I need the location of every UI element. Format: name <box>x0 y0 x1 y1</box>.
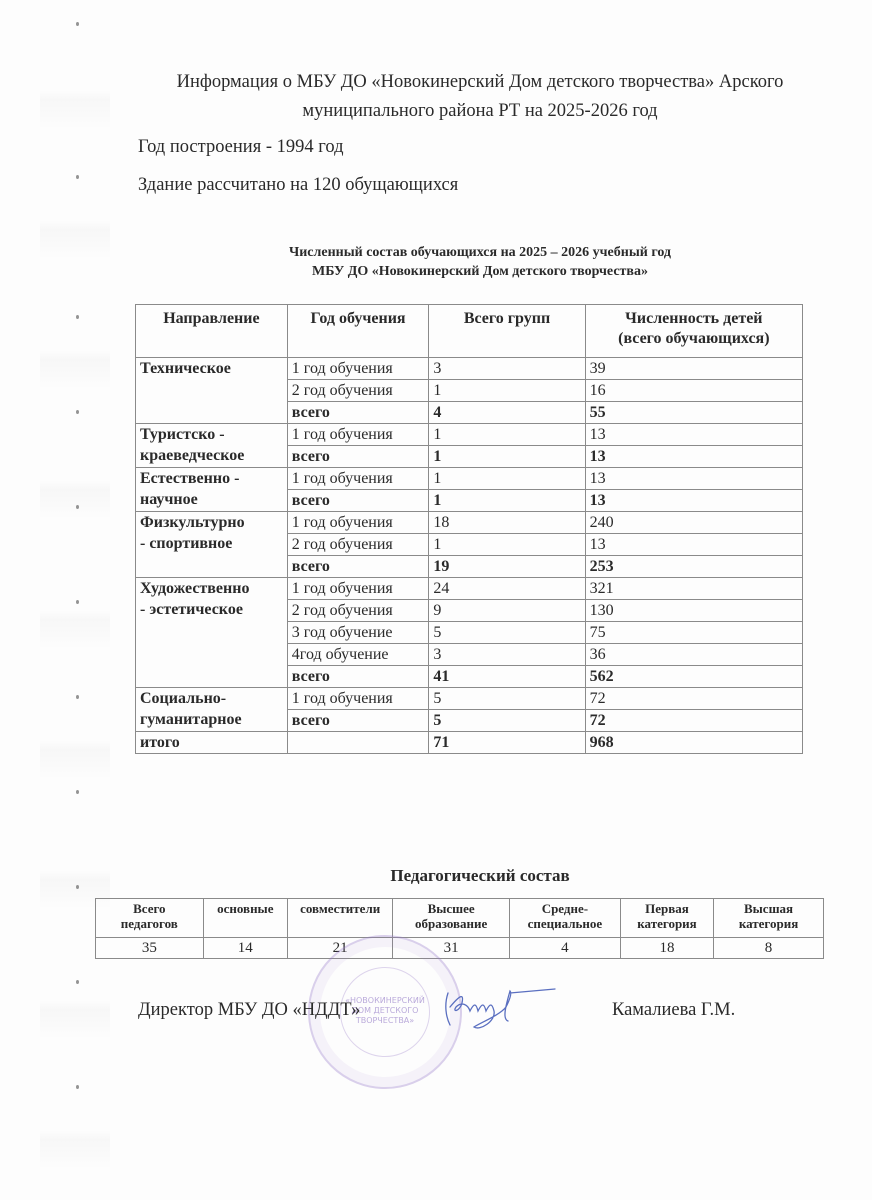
children-cell: 13 <box>585 468 802 490</box>
scan-dot <box>76 600 79 604</box>
capacity-text: Здание рассчитано на 120 обущающихся <box>138 175 459 195</box>
stamp-text-line-3: ТВОРЧЕСТВА» <box>355 1016 415 1025</box>
stamp-text-line-1: «НОВОКИНЕРСКИЙ <box>345 996 425 1005</box>
director-position: Директор МБУ ДО «НДДТ» <box>138 1000 361 1020</box>
subtotal-groups: 4 <box>429 402 585 424</box>
table-row <box>136 468 803 490</box>
direction-name-line-1: Физкультурно <box>140 514 245 531</box>
handwritten-signature <box>440 985 560 1035</box>
scan-dot <box>76 410 79 414</box>
built-year-text: Год построения - 1994 год <box>138 137 344 157</box>
direction-name-line-1: Естественно - <box>140 470 240 487</box>
staff-col-header-line-2: педагогов <box>120 916 178 931</box>
students-title-line-2: МБУ ДО «Новокинерский Дом детского творчества» <box>312 264 648 279</box>
year-cell: 3 год обучение <box>287 622 429 644</box>
scan-dot <box>76 505 79 509</box>
staff-col-header <box>203 899 287 938</box>
director-name: Камалиева Г.М. <box>612 1000 736 1020</box>
subtotal-children: 253 <box>585 556 802 578</box>
grand-total-groups: 71 <box>429 732 585 754</box>
grand-total-empty <box>287 732 429 754</box>
subtotal-children: 13 <box>585 446 802 468</box>
direction-cell <box>136 688 288 732</box>
staff-col-header <box>287 899 392 938</box>
subtotal-groups: 41 <box>429 666 585 688</box>
students-title-line-1: Численный состав обучающихся на 2025 – 2026 учебный год <box>288 245 672 260</box>
subtotal-label: всего <box>287 446 429 468</box>
direction-name-line-2: научное <box>140 491 198 508</box>
table-row <box>136 424 803 446</box>
staff-col-header-line-2: категория <box>738 916 799 931</box>
scan-dot <box>76 695 79 699</box>
direction-name-line-2: гуманитарное <box>140 711 242 728</box>
scan-dot <box>76 790 79 794</box>
scan-dot <box>76 980 79 984</box>
direction-cell <box>136 468 288 512</box>
table-row <box>136 358 803 380</box>
table-row <box>136 688 803 710</box>
groups-cell: 1 <box>429 424 585 446</box>
children-cell: 75 <box>585 622 802 644</box>
title-line-2: муниципального района РТ на 2025-2026 год <box>302 101 658 121</box>
staff-table-header <box>96 899 824 938</box>
groups-cell: 1 <box>429 468 585 490</box>
subtotal-label: всего <box>287 490 429 512</box>
children-cell: 36 <box>585 644 802 666</box>
document-title <box>100 68 860 126</box>
scan-dot <box>76 1085 79 1089</box>
grand-total-row <box>136 732 803 754</box>
year-cell: 4год обучение <box>287 644 429 666</box>
direction-cell <box>136 424 288 468</box>
subtotal-children: 72 <box>585 710 802 732</box>
groups-cell: 5 <box>429 688 585 710</box>
table-row <box>136 512 803 534</box>
staff-col-header <box>393 899 510 938</box>
children-cell: 130 <box>585 600 802 622</box>
groups-cell: 18 <box>429 512 585 534</box>
scan-dot <box>76 22 79 26</box>
year-cell: 1 год обучения <box>287 358 429 380</box>
scan-dot <box>76 885 79 889</box>
staff-value-cell: 31 <box>393 938 510 959</box>
scan-dot <box>76 315 79 319</box>
groups-cell: 5 <box>429 622 585 644</box>
subtotal-label: всего <box>287 402 429 424</box>
direction-name-line-1: Туристско - <box>140 426 225 443</box>
subtotal-groups: 1 <box>429 490 585 512</box>
staff-col-header <box>509 899 620 938</box>
staff-col-header-line-1: совместители <box>300 901 381 916</box>
subtotal-label: всего <box>287 710 429 732</box>
grand-total-label: итого <box>136 732 288 754</box>
staff-col-header <box>96 899 204 938</box>
staff-col-header-line-1: Средне- <box>541 901 589 916</box>
staff-col-header-line-1: Всего <box>133 901 166 916</box>
groups-cell: 1 <box>429 380 585 402</box>
children-cell: 16 <box>585 380 802 402</box>
staff-col-header <box>620 899 713 938</box>
students-section-title <box>130 243 830 281</box>
scan-edge-noise <box>40 0 110 1200</box>
col-header-children-line-1: Численность детей <box>625 310 763 327</box>
staff-value-cell: 35 <box>96 938 204 959</box>
staff-col-header-line-2: образование <box>414 916 488 931</box>
year-cell: 1 год обучения <box>287 512 429 534</box>
direction-name-line-2: - спортивное <box>140 535 233 552</box>
subtotal-children: 13 <box>585 490 802 512</box>
subtotal-label: всего <box>287 666 429 688</box>
groups-cell: 9 <box>429 600 585 622</box>
title-line-1: Информация о МБУ ДО «Новокинерский Дом детского творчества» Арского <box>176 72 784 92</box>
col-header-groups: Всего групп <box>429 305 585 358</box>
staff-col-header-line-2: специальное <box>527 916 603 931</box>
col-header-year: Год обучения <box>287 305 429 358</box>
year-cell: 1 год обучения <box>287 578 429 600</box>
col-header-direction: Направление <box>136 305 288 358</box>
students-table-body <box>136 358 803 754</box>
staff-value-cell: 21 <box>287 938 392 959</box>
year-cell: 1 год обучения <box>287 424 429 446</box>
grand-total-children: 968 <box>585 732 802 754</box>
year-cell: 1 год обучения <box>287 468 429 490</box>
subtotal-children: 562 <box>585 666 802 688</box>
groups-cell: 24 <box>429 578 585 600</box>
children-cell: 13 <box>585 424 802 446</box>
staff-value-cell: 18 <box>620 938 713 959</box>
subtotal-label: всего <box>287 556 429 578</box>
subtotal-children: 55 <box>585 402 802 424</box>
year-cell: 2 год обучения <box>287 380 429 402</box>
direction-cell <box>136 512 288 578</box>
col-header-children-line-2: (всего обучающихся) <box>618 330 770 347</box>
staff-col-header-line-1: Высшее <box>427 901 475 916</box>
year-cell: 2 год обучения <box>287 600 429 622</box>
direction-cell <box>136 358 288 424</box>
direction-name-line-2: - эстетическое <box>140 601 243 618</box>
subtotal-groups: 1 <box>429 446 585 468</box>
students-table-header <box>136 305 803 358</box>
staff-value-cell: 8 <box>714 938 824 959</box>
children-cell: 321 <box>585 578 802 600</box>
children-cell: 72 <box>585 688 802 710</box>
groups-cell: 3 <box>429 644 585 666</box>
children-cell: 240 <box>585 512 802 534</box>
stamp-text-line-2: ДОМ ДЕТСКОГО <box>351 1006 419 1015</box>
staff-value-cell: 14 <box>203 938 287 959</box>
direction-name-line-1: Художественно <box>140 580 250 597</box>
groups-cell: 1 <box>429 534 585 556</box>
staff-col-header-line-1: Высшая <box>743 901 794 916</box>
staff-col-header <box>714 899 824 938</box>
staff-col-header-line-1: Первая <box>645 901 689 916</box>
scan-dot <box>76 175 79 179</box>
direction-cell <box>136 578 288 688</box>
students-table <box>135 304 803 754</box>
staff-value-cell: 4 <box>509 938 620 959</box>
subtotal-groups: 19 <box>429 556 585 578</box>
direction-name-line-1: Техническое <box>140 360 231 377</box>
groups-cell: 3 <box>429 358 585 380</box>
subtotal-groups: 5 <box>429 710 585 732</box>
year-cell: 2 год обучения <box>287 534 429 556</box>
direction-name-line-2: краеведческое <box>140 447 245 464</box>
children-cell: 13 <box>585 534 802 556</box>
children-cell: 39 <box>585 358 802 380</box>
direction-name-line-1: Социально- <box>140 690 227 707</box>
staff-section-title: Педагогический состав <box>390 866 570 885</box>
col-header-children <box>585 305 802 358</box>
signature-stroke <box>446 989 555 1028</box>
year-cell: 1 год обучения <box>287 688 429 710</box>
table-row <box>136 578 803 600</box>
staff-col-header-line-2: категория <box>637 916 697 931</box>
staff-table-row <box>96 938 824 959</box>
staff-table <box>95 898 824 959</box>
staff-col-header-line-1: основные <box>217 901 274 916</box>
